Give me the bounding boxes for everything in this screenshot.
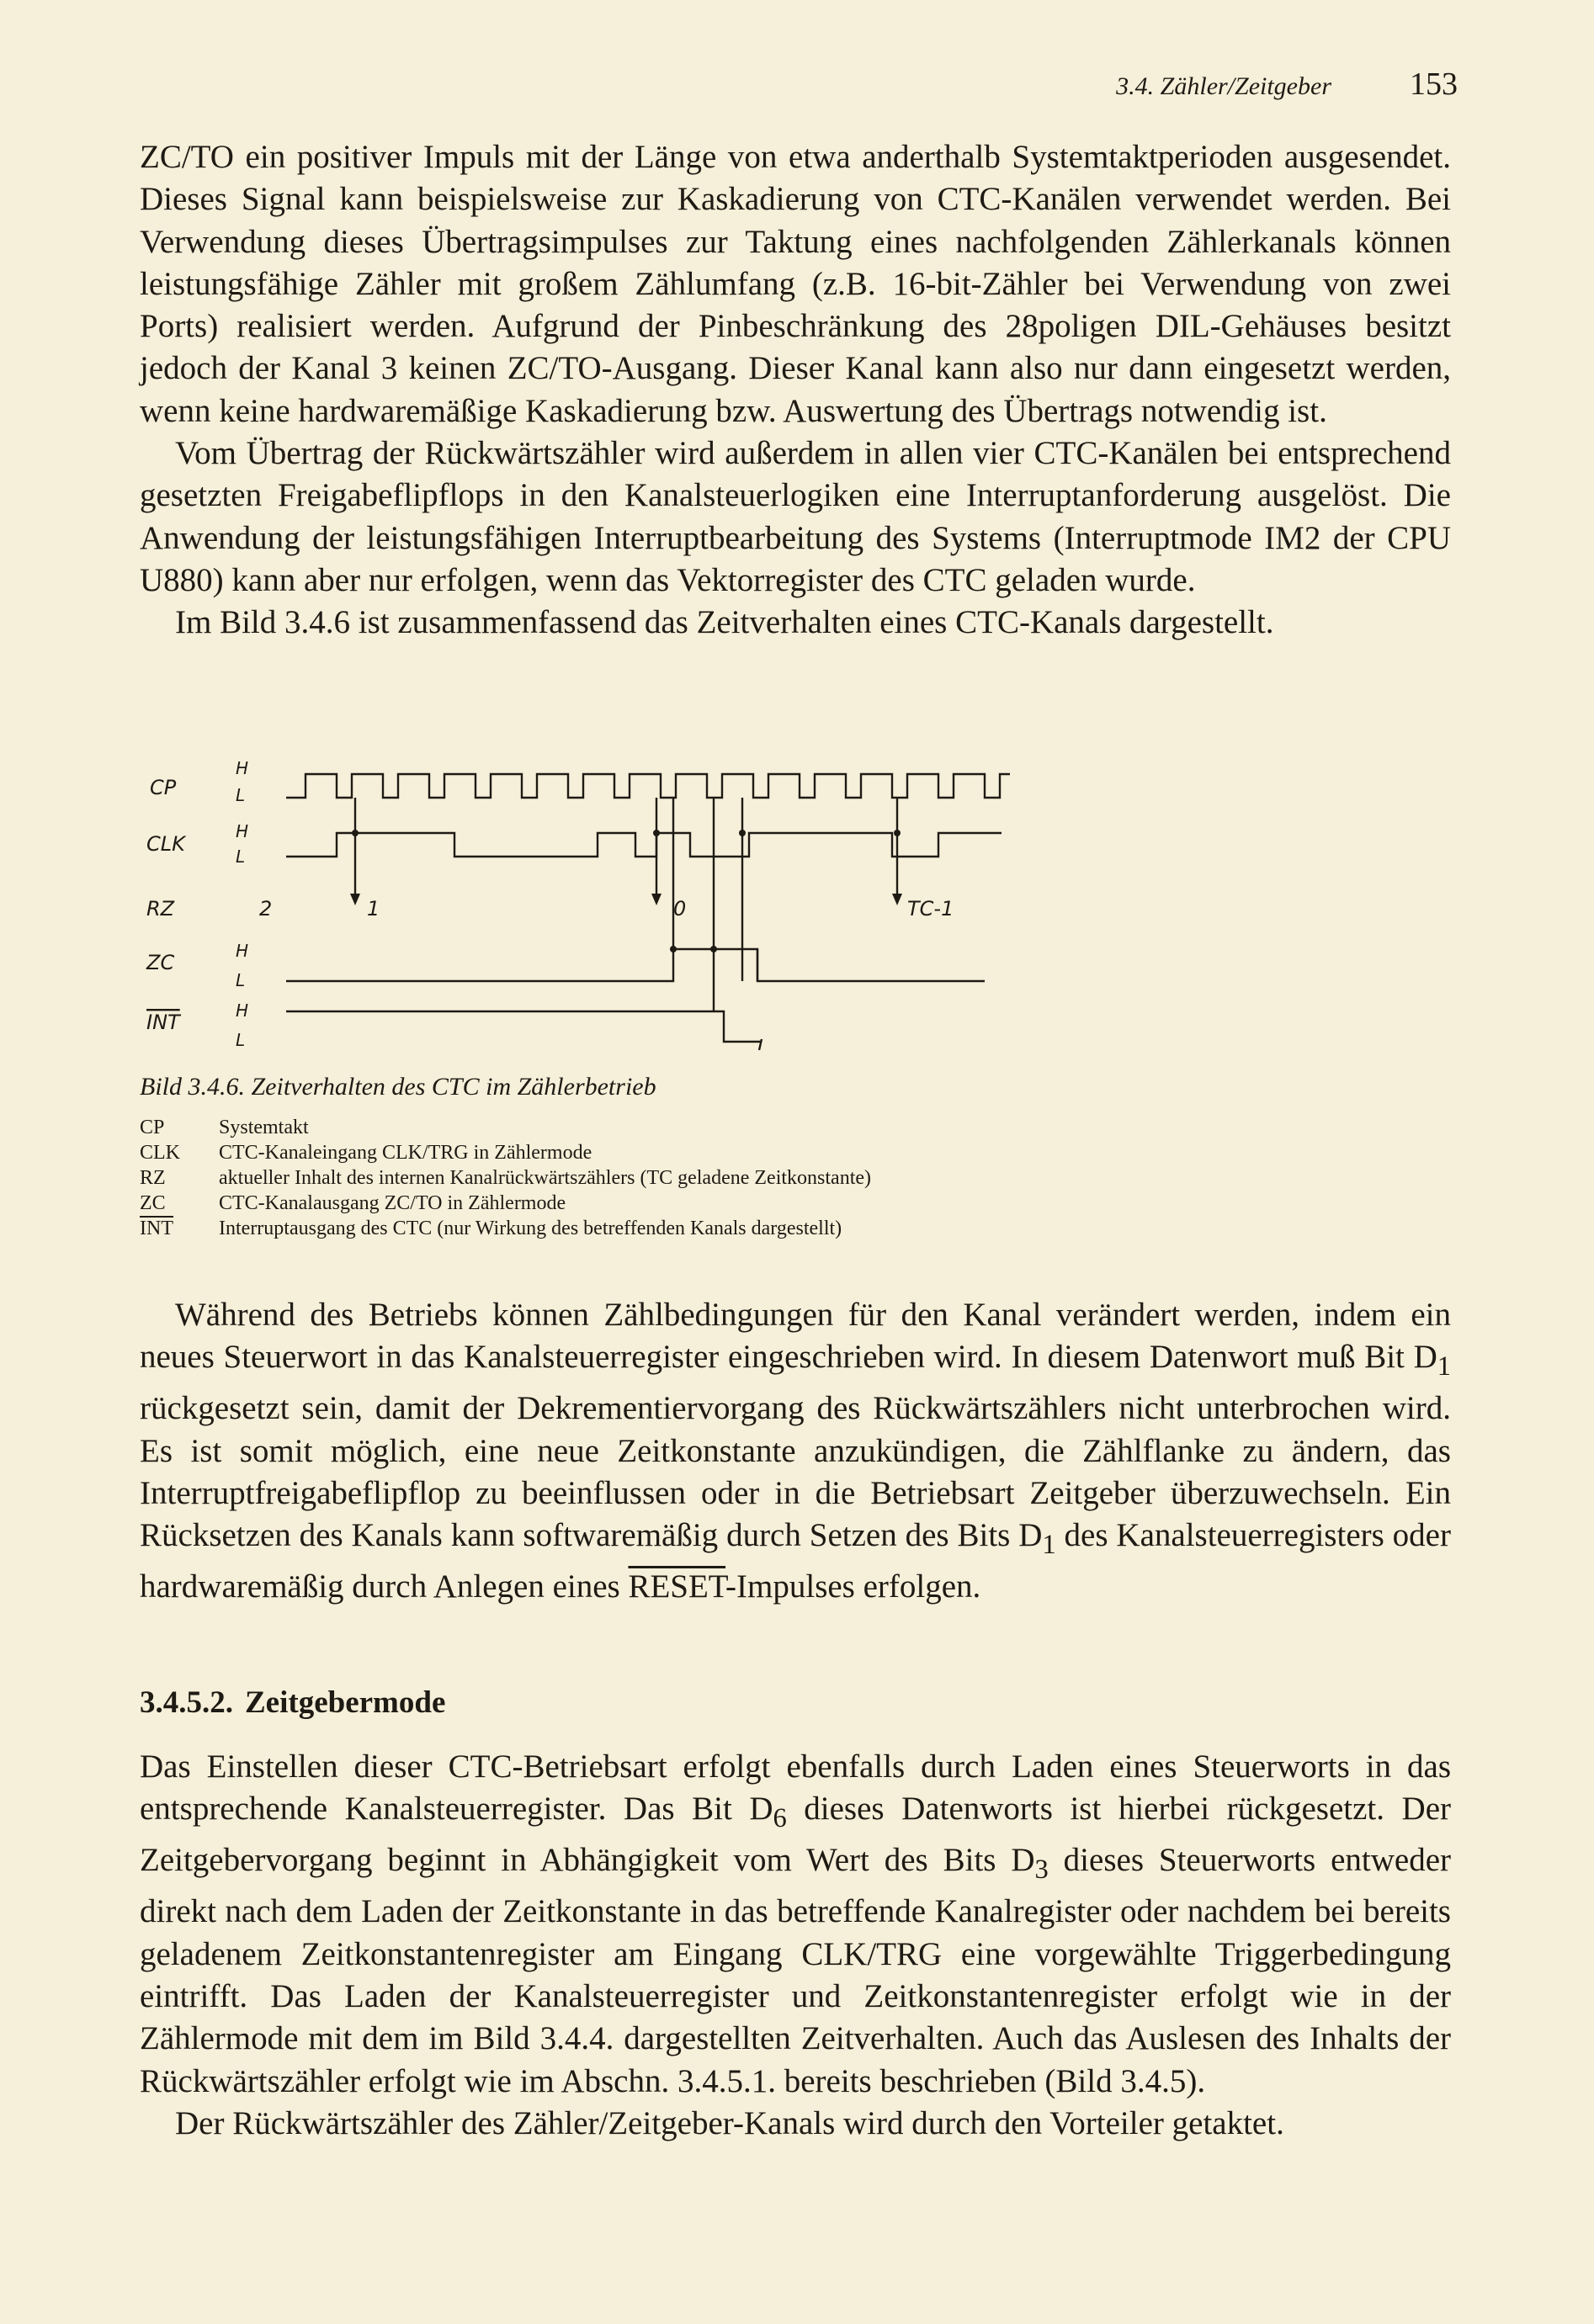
page-header — [135, 66, 1458, 108]
junction-dot — [710, 946, 717, 952]
int-high-label: H — [236, 1000, 249, 1021]
junction-dot — [739, 830, 746, 836]
paragraph-3: Im Bild 3.4.6 ist zusammenfassend das Zeitverhalten eines CTC-Kanals dargestellt. — [175, 604, 1274, 641]
legend-key: $\overline{INT}$ — [140, 1218, 173, 1239]
junction-dot — [653, 830, 660, 836]
legend-row-cp — [140, 1115, 1318, 1140]
signal-label-rz: RZ — [146, 897, 175, 921]
text-run: dieses Datenworts ist hierbei rückgesetzt. Der Zeitgebervorgang beginnt in Abhängigkeit vom Wert des Bits D — [140, 1791, 1451, 1879]
reset-overlined: RESET — [628, 1568, 726, 1605]
legend-row-rz — [140, 1165, 1318, 1191]
legend-text: CTC-Kanalausgang ZC/TO in Zählermode — [219, 1192, 566, 1214]
clk-high-label: H — [236, 821, 249, 841]
legend-row-int — [140, 1216, 1318, 1241]
bottom-text-block — [140, 1746, 1451, 2145]
subscript: 1 — [1437, 1351, 1451, 1382]
arrow-rz-0 — [651, 894, 662, 905]
zc-low-label: L — [236, 970, 246, 990]
page-number: 153 — [1410, 66, 1458, 102]
rz-value-0: 0 — [673, 897, 687, 921]
clk-low-label: L — [236, 846, 246, 867]
subscript: 1 — [1042, 1530, 1056, 1561]
paragraph-1: ZC/TO ein positiver Impuls mit der Länge von etwa anderthalb Systemtaktperioden ausgesendet. Dieses Signal kann beispielsweise zur Kaskadierung von CTC-Kanälen verwendet werden. Bei Verwendung dieses Übertragsimpulses zur Taktung eines nachfolgenden Zählerkanals können leistungsfähige Zähler mit großem Zählumfang (z.B. 16-bit-Zähler bei Verwendung von zwei Ports) realisiert werden. Aufgrund der Pinbeschränkung des 28poligen DIL-Gehäuses besitzt jedoch der Kanal 3 keinen ZC/TO-Ausgang. Dieser Kanal kann also nur dann eingesetzt werden, wenn keine hardwaremäßige Kaskadierung bzw. Auswertung des Übertrags notwendig ist. — [140, 139, 1451, 429]
paragraph-2: Vom Übertrag der Rückwärtszähler wird außerdem in allen vier CTC-Kanälen bei entsprechend gesetzten Freigabeflipflops in den Kanalsteuerlogiken eine Interruptanforderung ausgelöst. Die Anwendung der leistungsfähigen Interruptbearbeitung des Systems (Interruptmode IM2 der CPU U880) kann aber nur erfolgen, wenn das Vektorregister des CTC geladen wurde. — [140, 435, 1451, 598]
legend-text: aktueller Inhalt des internen Kanalrückwärtszählers (TC geladene Zeitkonstante) — [219, 1167, 872, 1189]
junction-dot — [670, 946, 677, 952]
legend-key: ZC — [140, 1192, 166, 1214]
legend-row-clk — [140, 1140, 1318, 1165]
text-run: des Kanalsteuerregisters oder hardwaremäßig durch Anlegen eines — [140, 1517, 1451, 1605]
paragraph-4 — [140, 1294, 1451, 1609]
text-run: Das Einstellen dieser CTC-Betriebsart erfolgt ebenfalls durch Laden eines Steuerworts in das entsprechende Kanalsteuerregister. Das Bit D — [140, 1748, 1451, 1828]
paragraph-5 — [140, 1746, 1451, 2103]
legend-key: CP — [140, 1117, 165, 1138]
rz-value-1: 1 — [367, 897, 380, 921]
junction-dot — [352, 830, 359, 836]
running-title: 3.4. Zähler/Zeitgeber — [1116, 72, 1331, 100]
text-run: dieses Steuerworts entweder direkt nach dem Laden der Zeitkonstante in das betreffende Kanalregister oder nachdem bei bereits geladenem Zeitkonstantenregister am Eingang CLK/TRG eine vorgewählte Triggerbedingung eintrifft. Das Laden der Kanalsteuerregister und Zeitkonstantenregister erfolgt wie in der Zählermode mit dem im Bild 3.4.4. dargestellten Zeitverhalten. Auch das Auslesen des Inhalts der Rückwärtszähler erfolgt wie im Abschn. 3.4.5.1. bereits beschrieben (Bild 3.4.5). — [140, 1842, 1451, 2099]
figure-legend — [140, 1115, 1318, 1241]
text-run: rückgesetzt sein, damit der Dekrementiervorgang des Rückwärtszählers nicht unterbrochen wird. Es ist somit möglich, eine neue Zeitkonstante anzukündigen, die Zählflanke zu ändern, das Interruptfreigabeflipflop zu beeinflussen oder in die Betriebsart Zeitgeber überzuwechseln. Ein Rücksetzen des Kanals kann softwaremäßig durch Setzen des Bits D — [140, 1390, 1451, 1554]
legend-key: CLK — [140, 1142, 180, 1164]
subscript: 3 — [1034, 1854, 1049, 1886]
cp-high-label: H — [236, 758, 249, 778]
text-run: -Impulses erfolgen. — [725, 1568, 981, 1605]
legend-row-zc — [140, 1191, 1318, 1216]
timing-diagram — [135, 749, 1010, 1064]
section-number: 3.4.5.2. — [140, 1685, 233, 1720]
clk-waveform — [286, 833, 1002, 857]
legend-text: Systemtakt — [219, 1117, 309, 1138]
legend-text: Interruptausgang des CTC (nur Wirkung des betreffenden Kanals dargestellt) — [219, 1218, 842, 1239]
cp-waveform — [286, 774, 1010, 798]
paragraph-6: Der Rückwärtszähler des Zähler/Zeitgeber-Kanals wird durch den Vorteiler getaktet. — [175, 2104, 1284, 2141]
rz-value-tc: TC-1 — [907, 897, 954, 921]
legend-text: CTC-Kanaleingang CLK/TRG in Zählermode — [219, 1142, 592, 1164]
middle-text-block — [140, 1294, 1451, 1609]
arrow-rz-tc — [892, 894, 902, 905]
int-waveform — [286, 1011, 762, 1042]
subscript: 6 — [773, 1803, 787, 1834]
signal-label-int: INT — [146, 1011, 180, 1034]
section-heading — [140, 1685, 445, 1721]
int-low-label: L — [236, 1030, 246, 1050]
rz-value-2: 2 — [259, 897, 273, 921]
zc-waveform — [286, 949, 985, 981]
section-title: Zeitgebermode — [245, 1685, 446, 1720]
legend-key: RZ — [140, 1167, 166, 1189]
signal-label-clk: CLK — [146, 832, 185, 856]
signal-label-zc: ZC — [146, 951, 175, 974]
zc-high-label: H — [236, 941, 249, 961]
signal-label-cp: CP — [150, 776, 177, 799]
text-run: Während des Betriebs können Zählbedingungen für den Kanal verändert werden, indem ein neues Steuerwort in das Kanalsteuerregister eingeschrieben wird. In diesem Datenwort muß Bit D — [140, 1297, 1451, 1376]
figure-caption: Bild 3.4.6. Zeitverhalten des CTC im Zählerbetrieb — [140, 1073, 656, 1101]
top-text-block — [140, 136, 1451, 645]
cp-low-label: L — [236, 785, 246, 805]
arrow-rz-1 — [350, 894, 360, 905]
junction-dot — [894, 830, 901, 836]
